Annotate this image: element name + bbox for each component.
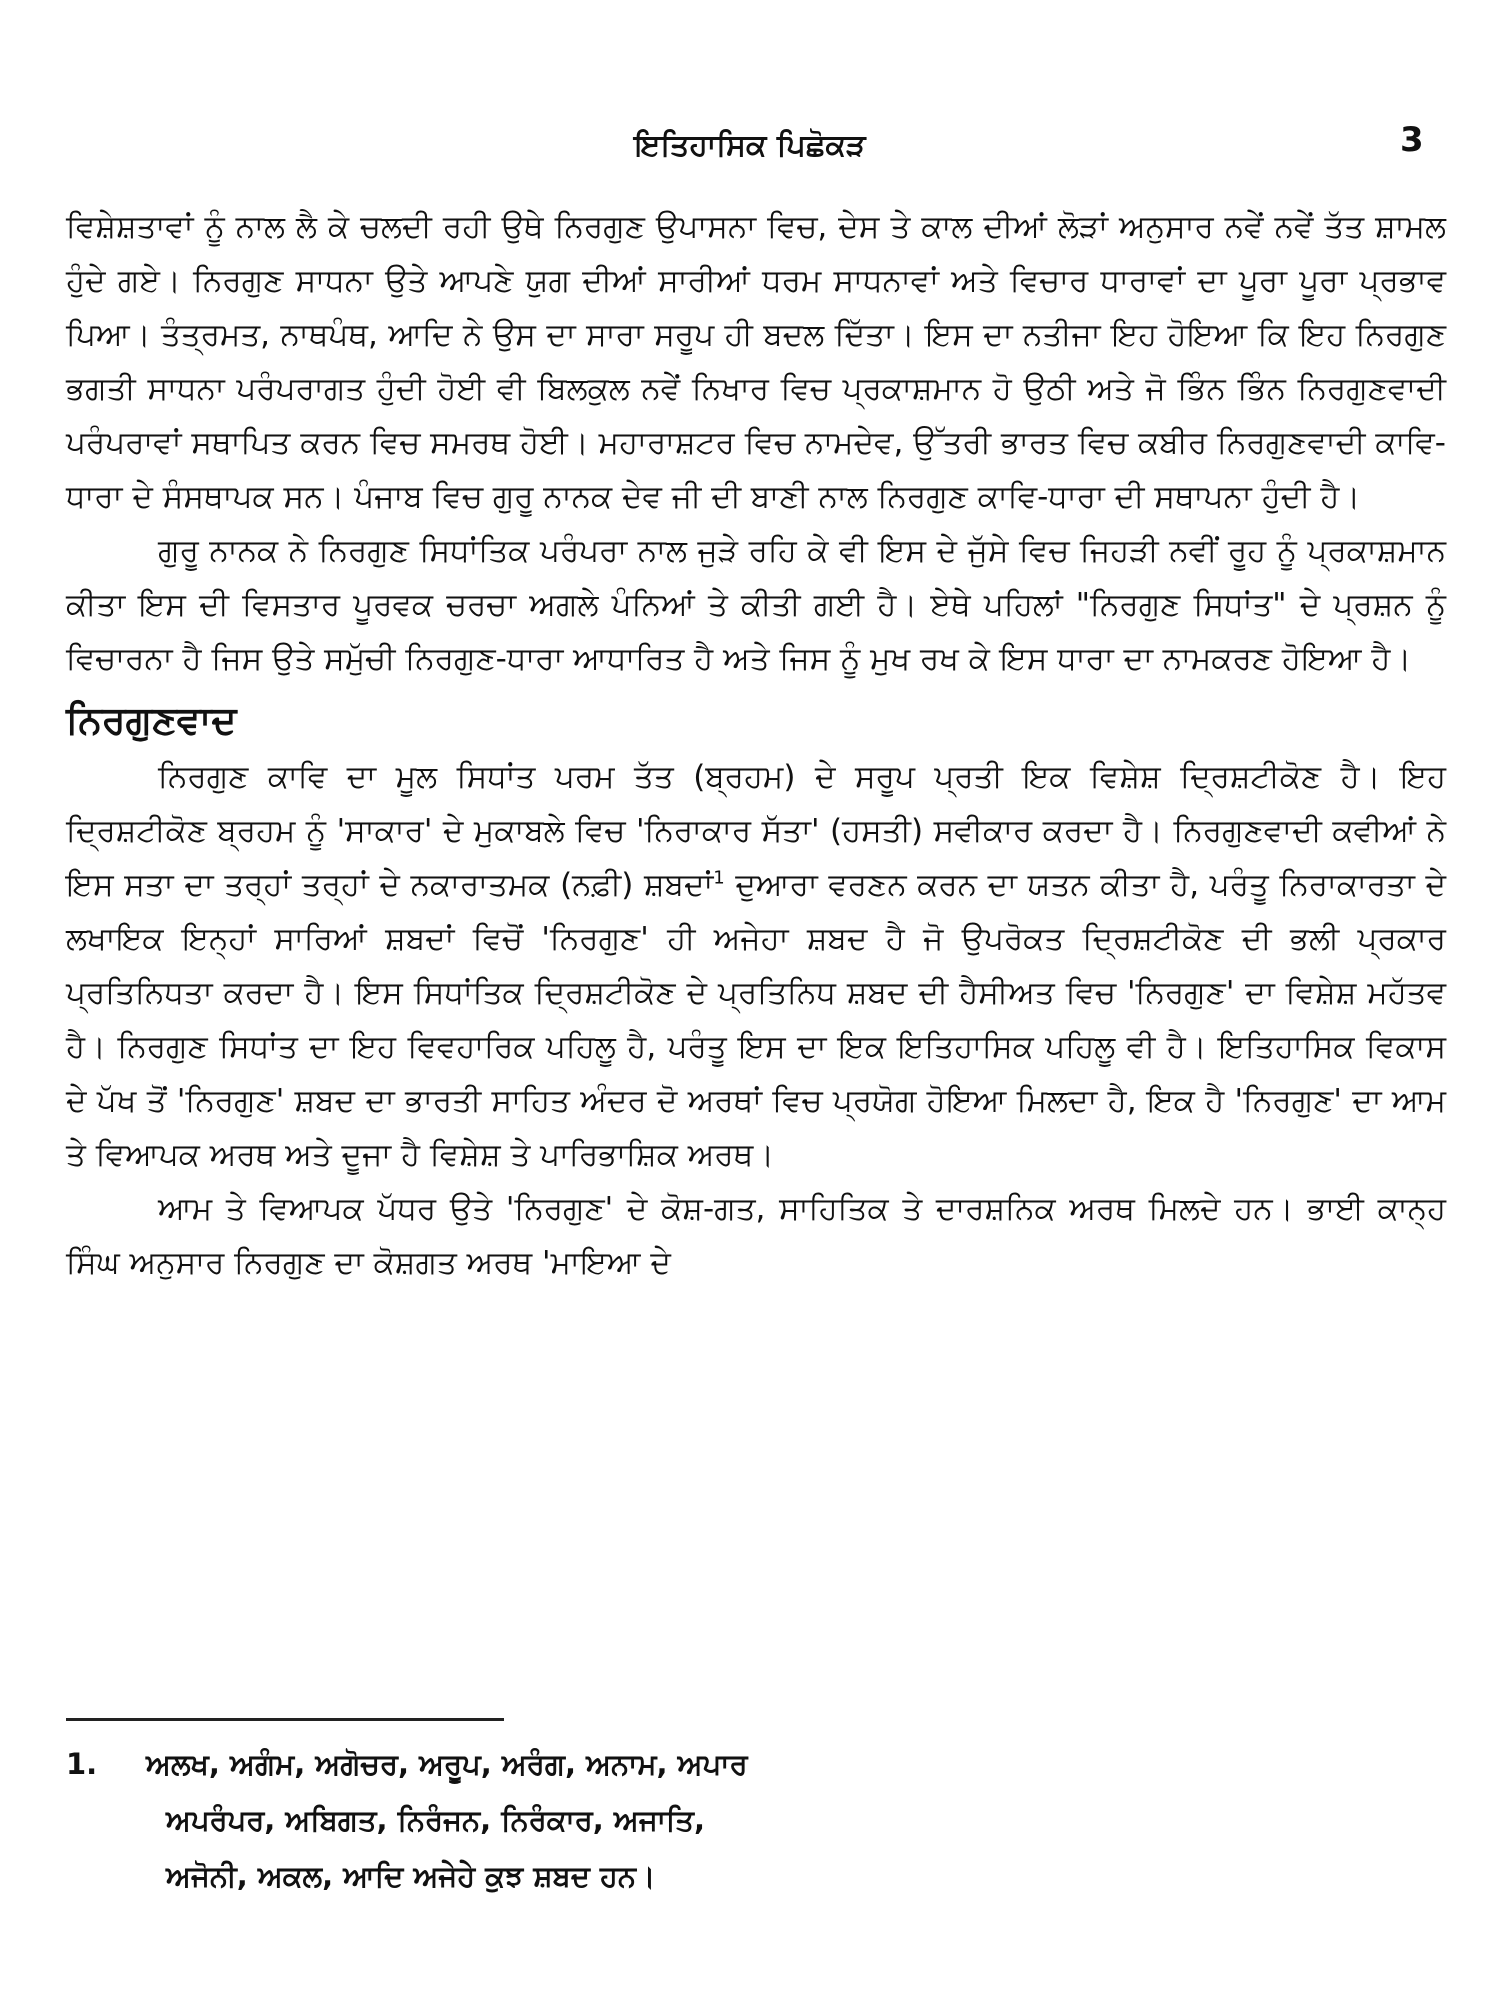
paragraph-4: ਆਮ ਤੇ ਵਿਆਪਕ ਪੱਧਰ ਉਤੇ 'ਨਿਰਗੁਣ' ਦੇ ਕੋਸ਼-ਗਤ, ਸਾਹਿਤਿਕ ਤੇ ਦਾਰਸ਼ਨਿਕ ਅਰਥ ਮਿਲਦੇ ਹਨ। ਭਾਈ ਕਾਨ੍ਹ ਸਿੰਘ ਅਨੁਸਾਰ ਨਿਰਗੁਣ ਦਾ ਕੋਸ਼ਗਤ ਅਰਥ 'ਮਾਇਆ ਦੇ <box>66 1191 1446 1281</box>
section-heading: ਨਿਰਗੁਣਵਾਦ <box>66 698 237 742</box>
footnote-reference: 1 <box>713 867 725 889</box>
footnote-divider <box>66 1718 504 1721</box>
running-title: ਇਤਿਹਾਸਿਕ ਪਿਛੋਕੜ <box>634 128 866 163</box>
page-number: 3 <box>1400 120 1424 160</box>
footnote <box>66 1736 1166 1904</box>
footnote-line-2: ਅਪਰੰਪਰ, ਅਬਿਗਤ, ਨਿਰੰਜਨ, ਨਿਰੰਕਾਰ, ਅਜਾਤਿ, <box>166 1803 705 1837</box>
paragraph-3-text-b: ਦੁਆਰਾ ਵਰਣਨ ਕਰਨ ਦਾ ਯਤਨ ਕੀਤਾ ਹੈ, ਪਰੰਤੂ ਨਿਰਾਕਾਰਤਾ ਦੇ ਲਖਾਇਕ ਇਨ੍ਹਾਂ ਸਾਰਿਆਂ ਸ਼ਬਦਾਂ ਵਿਚੋਂ 'ਨਿਰਗੁਣ' ਹੀ ਅਜੇਹਾ ਸ਼ਬਦ ਹੈ ਜੋ ਉਪਰੋਕਤ ਦ੍ਰਿਸ਼ਟੀਕੋਣ ਦੀ ਭਲੀ ਪ੍ਰਕਾਰ ਪ੍ਰਤਿਨਿਧਤਾ ਕਰਦਾ ਹੈ। ਇਸ ਸਿਧਾਂਤਿਕ ਦ੍ਰਿਸ਼ਟੀਕੋਣ ਦੇ ਪ੍ਰਤਿਨਿਧ ਸ਼ਬਦ ਦੀ ਹੈਸੀਅਤ ਵਿਚ 'ਨਿਰਗੁਣ' ਦਾ ਵਿਸ਼ੇਸ਼ ਮਹੱਤਵ ਹੈ। ਨਿਰਗੁਣ ਸਿਧਾਂਤ ਦਾ ਇਹ ਵਿਵਹਾਰਿਕ ਪਹਿਲੂ ਹੈ, ਪਰੰਤੂ ਇਸ ਦਾ ਇਕ ਇਤਿਹਾਸਿਕ ਪਹਿਲੂ ਵੀ ਹੈ। ਇਤਿਹਾਸਿਕ ਵਿਕਾਸ ਦੇ ਪੱਖ ਤੋਂ 'ਨਿਰਗੁਣ' ਸ਼ਬਦ ਦਾ ਭਾਰਤੀ ਸਾਹਿਤ ਅੰਦਰ ਦੋ ਅਰਥਾਂ ਵਿਚ ਪ੍ਰਯੋਗ ਹੋਇਆ ਮਿਲਦਾ ਹੈ, ਇਕ ਹੈ 'ਨਿਰਗੁਣ' ਦਾ ਆਮ ਤੇ ਵਿਆਪਕ ਅਰਥ ਅਤੇ ਦੂਜਾ ਹੈ ਵਿਸ਼ੇਸ਼ ਤੇ ਪਾਰਿਭਾਸ਼ਿਕ ਅਰਥ। <box>66 867 1446 1173</box>
paragraph-3 <box>66 750 1446 1182</box>
footnote-text <box>146 1736 1166 1904</box>
paragraph-3-text-a: ਨਿਰਗੁਣ ਕਾਵਿ ਦਾ ਮੂਲ ਸਿਧਾਂਤ ਪਰਮ ਤੱਤ (ਬ੍ਰਹਮ) ਦੇ ਸਰੂਪ ਪ੍ਰਤੀ ਇਕ ਵਿਸ਼ੇਸ਼ ਦ੍ਰਿਸ਼ਟੀਕੋਣ ਹੈ। ਇਹ ਦ੍ਰਿਸ਼ਟੀਕੋਣ ਬ੍ਰਹਮ ਨੂੰ 'ਸਾਕਾਰ' ਦੇ ਮੁਕਾਬਲੇ ਵਿਚ 'ਨਿਰਾਕਾਰ ਸੱਤਾ' (ਹਸਤੀ) ਸਵੀਕਾਰ ਕਰਦਾ ਹੈ। ਨਿਰਗੁਣਵਾਦੀ ਕਵੀਆਂ ਨੇ ਇਸ ਸਤਾ ਦਾ ਤਰ੍ਹਾਂ ਤਰ੍ਹਾਂ ਦੇ ਨਕਾਰਾਤਮਕ (ਨਫ਼ੀ) ਸ਼ਬਦਾਂ <box>66 759 1446 903</box>
footnote-line-1: ਅਲਖ, ਅਗੰਮ, ਅਗੋਚਰ, ਅਰੂਪ, ਅਰੰਗ, ਅਨਾਮ, ਅਪਾਰ <box>146 1747 748 1781</box>
footnote-line-3: ਅਜੋਨੀ, ਅਕਲ, ਆਦਿ ਅਜੇਹੇ ਕੁਝ ਸ਼ਬਦ ਹਨ। <box>166 1859 656 1893</box>
paragraph-1: ਵਿਸ਼ੇਸ਼ਤਾਵਾਂ ਨੂੰ ਨਾਲ ਲੈ ਕੇ ਚਲਦੀ ਰਹੀ ਉਥੇ ਨਿਰਗੁਣ ਉਪਾਸਨਾ ਵਿਚ, ਦੇਸ ਤੇ ਕਾਲ ਦੀਆਂ ਲੋੜਾਂ ਅਨੁਸਾਰ ਨਵੇਂ ਨਵੇਂ ਤੱਤ ਸ਼ਾਮਲ ਹੁੰਦੇ ਗਏ। ਨਿਰਗੁਣ ਸਾਧਨਾ ਉਤੇ ਆਪਣੇ ਯੁਗ ਦੀਆਂ ਸਾਰੀਆਂ ਧਰਮ ਸਾਧਨਾਵਾਂ ਅਤੇ ਵਿਚਾਰ ਧਾਰਾਵਾਂ ਦਾ ਪੂਰਾ ਪੂਰਾ ਪ੍ਰਭਾਵ ਪਿਆ। ਤੰਤ੍ਰਮਤ, ਨਾਥਪੰਥ, ਆਦਿ ਨੇ ਉਸ ਦਾ ਸਾਰਾ ਸਰੂਪ ਹੀ ਬਦਲ ਦਿੱਤਾ। ਇਸ ਦਾ ਨਤੀਜਾ ਇਹ ਹੋਇਆ ਕਿ ਇਹ ਨਿਰਗੁਣ ਭਗਤੀ ਸਾਧਨਾ ਪਰੰਪਰਾਗਤ ਹੁੰਦੀ ਹੋਈ ਵੀ ਬਿਲਕੁਲ ਨਵੇਂ ਨਿਖਾਰ ਵਿਚ ਪ੍ਰਕਾਸ਼ਮਾਨ ਹੋ ਉਠੀ ਅਤੇ ਜੋ ਭਿੰਨ ਭਿੰਨ ਨਿਰਗੁਣਵਾਦੀ ਪਰੰਪਰਾਵਾਂ ਸਥਾਪਿਤ ਕਰਨ ਵਿਚ ਸਮਰਥ ਹੋਈ। ਮਹਾਰਾਸ਼ਟਰ ਵਿਚ ਨਾਮਦੇਵ, ਉੱਤਰੀ ਭਾਰਤ ਵਿਚ ਕਬੀਰ ਨਿਰਗੁਣਵਾਦੀ ਕਾਵਿ-ਧਾਰਾ ਦੇ ਸੰਸਥਾਪਕ ਸਨ। ਪੰਜਾਬ ਵਿਚ ਗੁਰੂ ਨਾਨਕ ਦੇਵ ਜੀ ਦੀ ਬਾਣੀ ਨਾਲ ਨਿਰਗੁਣ ਕਾਵਿ-ਧਾਰਾ ਦੀ ਸਥਾਪਨਾ ਹੁੰਦੀ ਹੈ। <box>66 209 1446 515</box>
paragraph-2: ਗੁਰੂ ਨਾਨਕ ਨੇ ਨਿਰਗੁਣ ਸਿਧਾਂਤਿਕ ਪਰੰਪਰਾ ਨਾਲ ਜੁੜੇ ਰਹਿ ਕੇ ਵੀ ਇਸ ਦੇ ਜੁੱਸੇ ਵਿਚ ਜਿਹੜੀ ਨਵੀਂ ਰੂਹ ਨੂੰ ਪ੍ਰਕਾਸ਼ਮਾਨ ਕੀਤਾ ਇਸ ਦੀ ਵਿਸਤਾਰ ਪੂਰਵਕ ਚਰਚਾ ਅਗਲੇ ਪੰਨਿਆਂ ਤੇ ਕੀਤੀ ਗਈ ਹੈ। ਏਥੇ ਪਹਿਲਾਂ "ਨਿਰਗੁਣ ਸਿਧਾਂਤ" ਦੇ ਪ੍ਰਸ਼ਨ ਨੂੰ ਵਿਚਾਰਨਾ ਹੈ ਜਿਸ ਉਤੇ ਸਮੁੱਚੀ ਨਿਰਗੁਣ-ਧਾਰਾ ਆਧਾਰਿਤ ਹੈ ਅਤੇ ਜਿਸ ਨੂੰ ਮੁਖ ਰਖ ਕੇ ਇਸ ਧਾਰਾ ਦਾ ਨਾਮਕਰਣ ਹੋਇਆ ਹੈ। <box>66 533 1446 677</box>
footnote-marker: 1. <box>66 1747 98 1781</box>
page-body <box>66 200 1446 1290</box>
